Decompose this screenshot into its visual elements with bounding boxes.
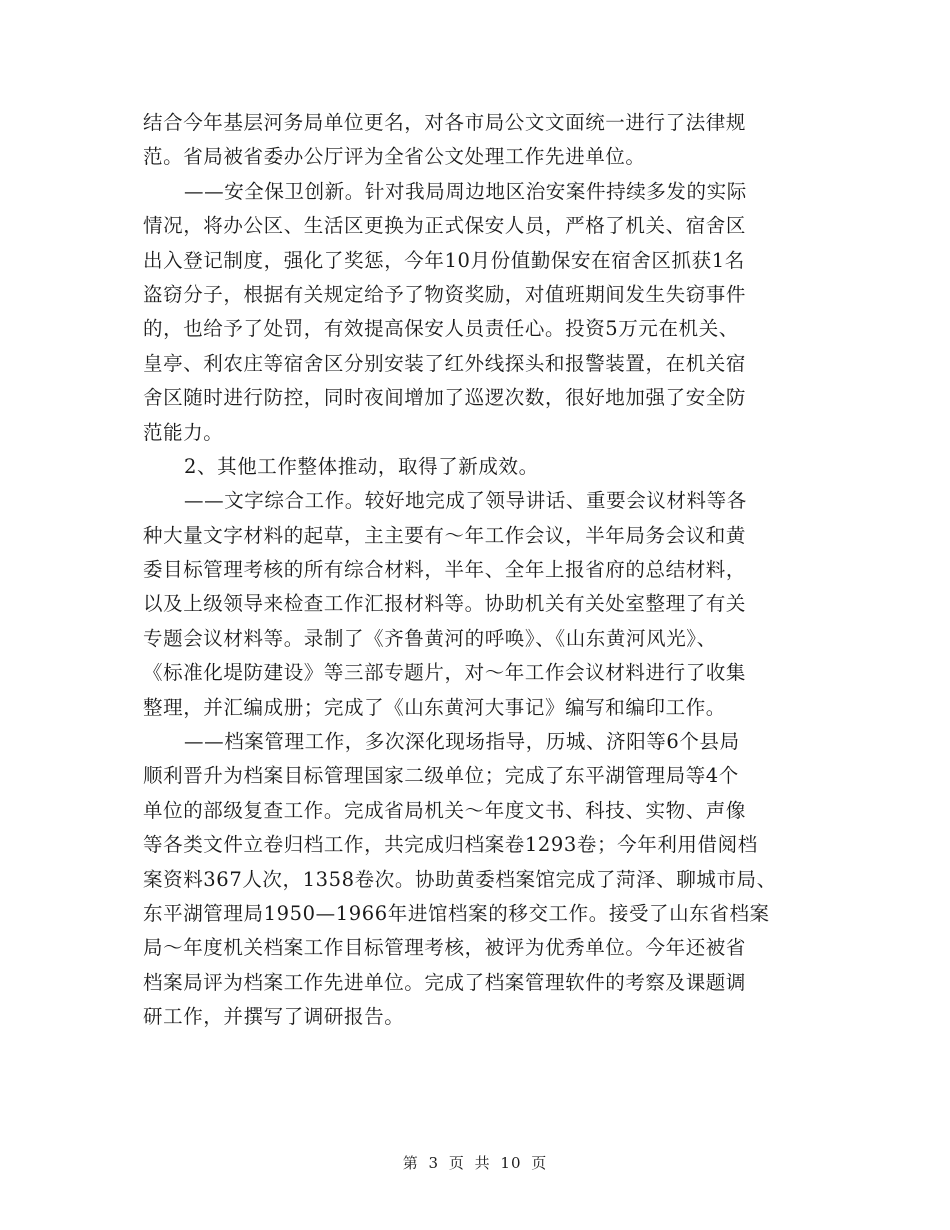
text-line: 种大量文字材料的起草，主主要有～年工作会议，半年局务会议和黄 <box>143 523 747 547</box>
footer-label-of-page: 页 <box>448 1154 465 1172</box>
text-line: 《标准化堤防建设》等三部专题片，对～年工作会议材料进行了收集 <box>143 661 747 685</box>
text-line: 的，也给予了处罚，有效提高保安人员责任心。投资5万元在机关、 <box>143 317 739 341</box>
text-line: 盗窃分子，根据有关规定给予了物资奖励，对值班期间发生失窃事件 <box>143 282 747 306</box>
text-line: 范能力。 <box>143 420 224 444</box>
footer-total-pages: 10 <box>500 1154 522 1172</box>
text-line: 皇亭、利农庄等宿舍区分别安装了红外线探头和报警装置，在机关宿 <box>143 351 747 375</box>
text-line: 整理，并汇编成册；完成了《山东黄河大事记》编写和编印工作。 <box>143 695 726 719</box>
text-line: ——文字综合工作。较好地完成了领导讲话、重要会议材料等各 <box>184 489 747 513</box>
text-line: 出入登记制度，强化了奖惩，今年10月份值勤保安在宿舍区抓获1名 <box>143 248 745 272</box>
text-line: 顺利晋升为档案目标管理国家二级单位；完成了东平湖管理局等4个 <box>143 764 739 788</box>
text-line: 范。省局被省委办公厅评为全省公文处理工作先进单位。 <box>143 145 646 169</box>
footer-label-page: 第 <box>402 1154 419 1172</box>
text-line: 研工作，并撰写了调研报告。 <box>143 1005 405 1029</box>
text-line: 2、其他工作整体推动，取得了新成效。 <box>184 454 539 478</box>
page-footer <box>0 1152 950 1173</box>
footer-label-total: 共 <box>474 1154 491 1172</box>
text-line: 局～年度机关档案工作目标管理考核，被评为优秀单位。今年还被省 <box>143 936 747 960</box>
text-line: 等各类文件立卷归档工作，共完成归档案卷1293卷；今年利用借阅档 <box>143 833 758 857</box>
document-body <box>143 106 808 1035</box>
text-line: 结合今年基层河务局单位更名，对各市局公文文面统一进行了法律规 <box>143 111 747 134</box>
text-line: 舍区随时进行防控，同时夜间增加了巡逻次数，很好地加强了安全防 <box>143 386 747 410</box>
text-line: ——安全保卫创新。针对我局周边地区治安案件持续多发的实际 <box>184 179 747 203</box>
text-line: 东平湖管理局1950—1966年进馆档案的移交工作。接受了山东省档案 <box>143 901 770 925</box>
text-line: 委目标管理考核的所有综合材料，半年、全年上报省府的总结材料， <box>143 558 747 582</box>
text-line: 单位的部级复查工作。完成省局机关～年度文书、科技、实物、声像 <box>143 798 747 822</box>
text-line: 档案局评为档案工作先进单位。完成了档案管理软件的考察及课题调 <box>143 970 747 994</box>
text-line: 以及上级领导来检查工作汇报材料等。协助机关有关处室整理了有关 <box>143 592 747 616</box>
text-line: 情况，将办公区、生活区更换为正式保安人员，严格了机关、宿舍区 <box>143 214 747 238</box>
footer-label-pages: 页 <box>531 1154 548 1172</box>
footer-current-page: 3 <box>428 1154 440 1172</box>
text-line: 案资料367人次，1358卷次。协助黄委档案馆完成了菏泽、聊城市局、 <box>143 867 777 891</box>
text-line: ——档案管理工作，多次深化现场指导，历城、济阳等6个县局 <box>184 730 740 754</box>
text-line: 专题会议材料等。录制了《齐鲁黄河的呼唤》、《山东黄河风光》、 <box>143 626 717 650</box>
